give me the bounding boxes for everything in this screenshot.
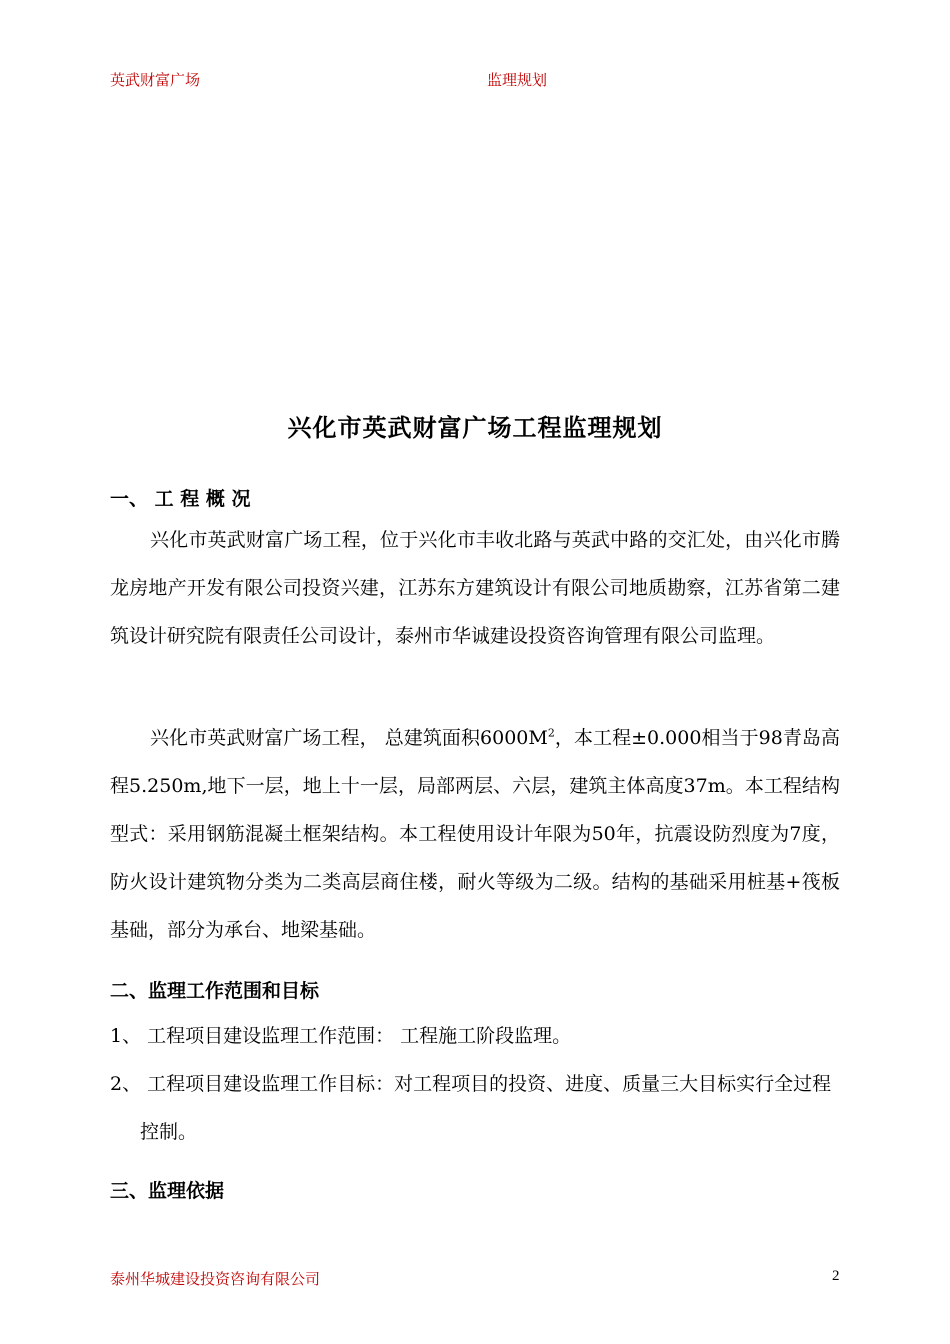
header-document-type: 监理规划 (487, 71, 548, 89)
scope-item-1 (110, 1012, 840, 1060)
superscript-exponent: 2 (547, 726, 555, 740)
overview-paragraph-2 (110, 714, 840, 954)
footer-company-name: 泰州华城建设投资咨询有限公司 (110, 1270, 321, 1288)
para2-text-end: ，本工程±0.000相当于98青岛高程5.250m,地下一层，地上十一层，局部两层、六层，建筑主体高度37m。本工程结构型式：采用钢筋混凝土框架结构。本工程使用设计年限为50年，抗震设防烈度为7度，防火设计建筑物分类为二类高层商住楼，耐火等级为二级。结构的基础采用桩基+筏板基础，部分为承台、地梁基础。 (110, 727, 840, 941)
page-number: 2 (832, 1268, 840, 1284)
page-title: 兴化市英武财富广场工程监理规划 (287, 413, 663, 442)
section-heading-overview: 一、 工 程 概 况 (110, 488, 251, 510)
scope-item-2 (110, 1060, 840, 1156)
para2-text-start: 兴化市英武财富广场工程， 总建筑面积6000M (150, 727, 548, 749)
scope-item-2-text: 2、 工程项目建设监理工作目标：对工程项目的投资、进度、质量三大目标实行全过程控制。 (110, 1073, 832, 1143)
section-heading-scope: 二、监理工作范围和目标 (110, 980, 320, 1002)
header-project-name: 英武财富广场 (110, 71, 201, 89)
section-heading-basis: 三、监理依据 (110, 1180, 225, 1202)
scope-item-1-text: 1、 工程项目建设监理工作范围： 工程施工阶段监理。 (110, 1025, 572, 1047)
overview-paragraph-1: 兴化市英武财富广场工程，位于兴化市丰收北路与英武中路的交汇处，由兴化市腾龙房地产开发有限公司投资兴建，江苏东方建筑设计有限公司地质勘察，江苏省第二建筑设计研究院有限责任公司设计，泰州市华诚建设投资咨询管理有限公司监理。 (110, 529, 840, 647)
